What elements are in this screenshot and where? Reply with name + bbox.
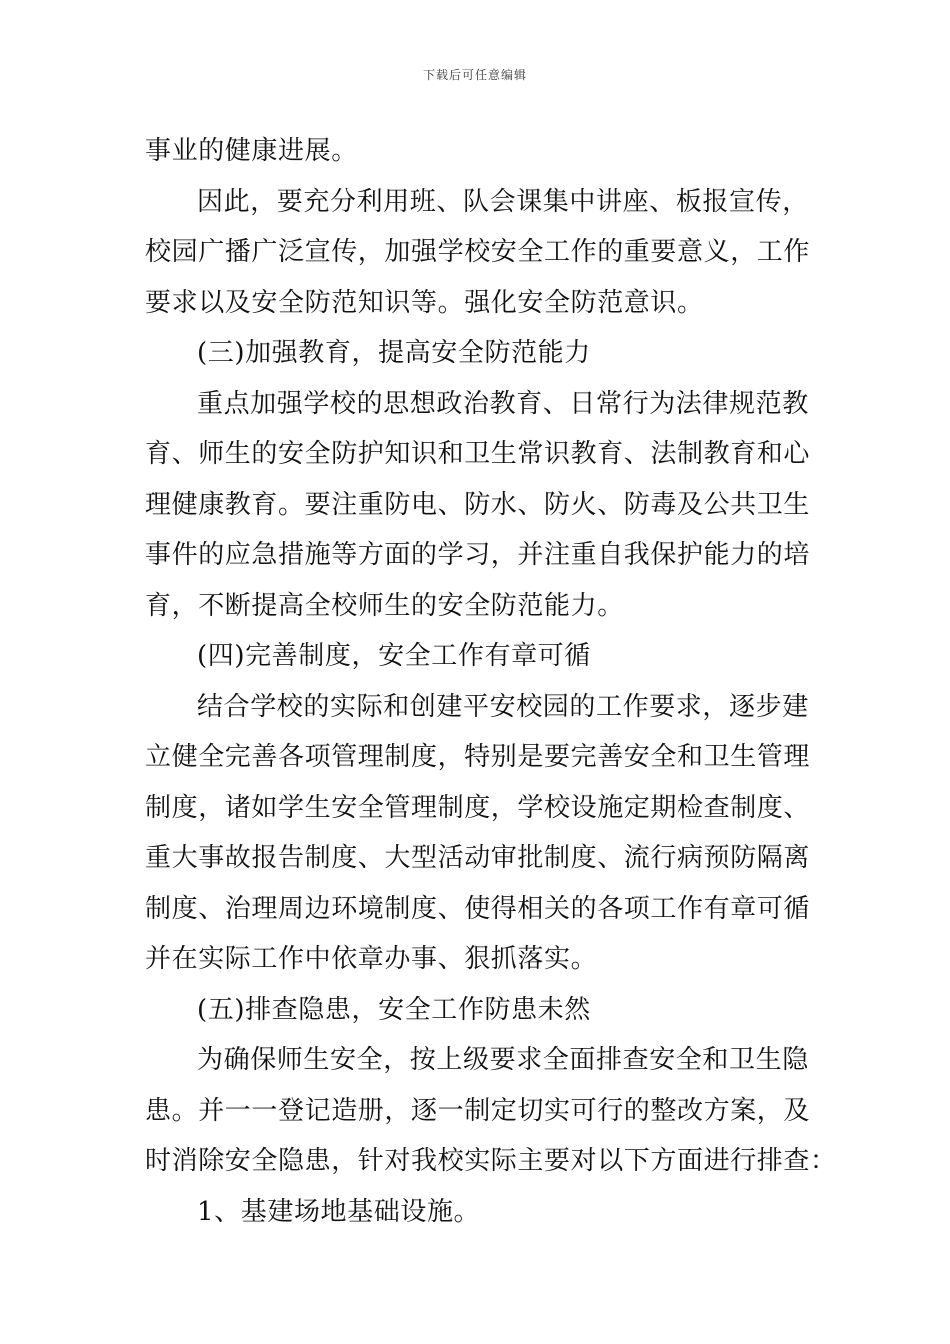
section-heading: (四)完善制度，安全工作有章可循 — [197, 641, 591, 671]
text-line: 重大事故报告制度、大型活动审批制度、流行病预防隔离 — [145, 843, 811, 873]
paragraph-start: 为确保师生安全，按上级要求全面排查安全和卫生隐 — [197, 1045, 809, 1075]
paragraph-start: 因此，要充分利用班、队会课集中讲座、板报宣传， — [197, 186, 809, 217]
list-item: 1、基建场地基础设施。 — [197, 1196, 481, 1227]
paragraph-start: 重点加强学校的思想政治教育、日常行为法律规范教 — [197, 388, 809, 419]
page-header-note: 下载后可任意编辑 — [422, 68, 527, 82]
text-line: 育、师生的安全防护知识和卫生常识教育、法制教育和心 — [145, 439, 811, 469]
text-line: 并在实际工作中依章办事、狠抓落实。 — [145, 944, 598, 974]
text-line: 制度，诸如学生安全管理制度，学校设施定期检查制度、 — [145, 792, 811, 823]
text-line: 制度、治理周边环境制度、使得相关的各项工作有章可循 — [145, 893, 811, 924]
section-heading: (三)加强教育，提高安全防范能力 — [197, 338, 591, 368]
text-line: 要求以及安全防范知识等。强化安全防范意识。 — [145, 287, 704, 318]
text-line: 患。并一一登记造册，逐一制定切实可行的整改方案，及 — [145, 1095, 811, 1126]
section-heading: (五)排查隐患，安全工作防患未然 — [197, 994, 591, 1025]
text-line: 立健全完善各项管理制度，特别是要完善安全和卫生管理 — [145, 742, 811, 772]
text-line: 时消除安全隐患，针对我校实际主要对以下方面进行排查： — [145, 1146, 837, 1176]
text-line: 育，不断提高全校师生的安全防范能力。 — [145, 590, 624, 621]
text-line: 事业的健康进展。 — [145, 136, 358, 166]
text-line: 校园广播广泛宣传，加强学校安全工作的重要意义，工作 — [145, 237, 811, 267]
text-line: 事件的应急措施等方面的学习，并注重自我保护能力的培 — [145, 540, 811, 570]
document-body — [145, 126, 837, 1237]
paragraph-start: 结合学校的实际和创建平安校园的工作要求，逐步建 — [197, 691, 809, 722]
text-line: 理健康教育。要注重防电、防水、防火、防毒及公共卫生 — [145, 489, 811, 520]
